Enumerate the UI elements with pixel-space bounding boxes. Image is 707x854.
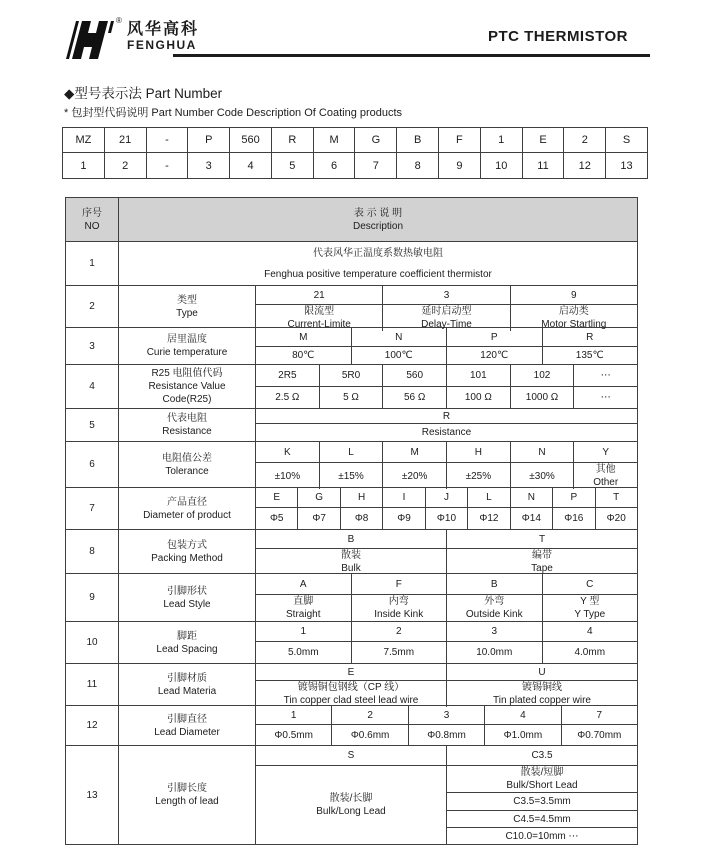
value-cell: 7.5mm [351,642,447,663]
pn-code-cell: 1 [480,128,522,152]
row-no: 1 [89,258,95,269]
code-cell: I [382,488,424,507]
section-note: * 包封型代码说明 Part Number Code Description Of Coating products [64,107,403,119]
code-cell: 4 [542,622,638,641]
code-cell: ⋯ [573,365,637,386]
pn-pos-cell: 9 [438,153,480,178]
row-no: 11 [86,679,98,690]
value-cell: Φ12 [467,508,509,529]
value-cell: ±20% [382,463,446,489]
code-cell: F [351,574,447,594]
table-row [66,285,637,330]
fenghua-logo-icon [64,21,120,59]
code-cell: M [299,331,308,343]
pn-pos-cell: 6 [313,153,355,178]
table-row [66,364,637,408]
value-en: Current-Limite [287,319,351,330]
pn-pos-cell: - [146,153,188,178]
value-cn: 散装/短脚 [520,767,564,778]
value-cn: 启动类 [558,306,589,317]
table-row [66,529,637,573]
pn-code-cell: 560 [229,128,271,152]
row-label [118,664,255,705]
pn-code-cell: MZ [75,134,92,146]
code-subrow [256,442,637,462]
pn-code-cell: - [146,128,188,152]
pn-code-cell: B [396,128,438,152]
value-cn: Y 型 [580,596,600,607]
code-cell: L [467,488,509,507]
value-cell [542,595,638,621]
part-number-table [62,127,648,179]
row1-en: Fenghua positive temperature coefficient thermistor [264,268,492,280]
value-cell: Φ5 [269,513,284,524]
value-cell [256,549,446,575]
value-cell: ±15% [319,463,383,489]
code-cell: 5R0 [319,365,383,386]
row-label-en: Tolerance [165,465,209,477]
code-cell: Y [573,442,637,462]
row-label-cn: R25 电阻值代码 [151,368,223,379]
table-row [66,705,637,745]
value-subrow [256,423,637,441]
row-label-cn: 引脚长度 [167,783,207,794]
row-label [118,286,255,327]
row-label-cn: 代表电阻 [167,413,207,424]
code-cell: H [446,442,510,462]
value-en: Bulk/Long Lead [316,806,386,817]
row-label [118,365,255,408]
value-cn: 外弯 [484,596,505,607]
value-en: Tin copper clad steel lead wire [283,695,419,706]
description-header-en: Description [352,220,404,232]
value-cell [447,765,637,792]
row1-cn: 代表风华正温度系数热敏电阻 [313,247,443,259]
row-label [118,622,255,663]
value-cell: Φ16 [552,508,594,529]
value-subrow [256,304,637,331]
code-subrow [256,530,637,548]
value-subrow [256,548,637,575]
row-label-en: Curie temperature [146,347,228,358]
value-cn: 其他 [595,464,616,475]
code-subrow [256,286,637,304]
value-cell: Φ0.70mm [561,725,637,745]
row-no: 4 [89,381,95,392]
value-cell: 5 Ω [319,387,383,408]
code-cell: 3 [408,706,484,724]
code-cell: 560 [382,365,446,386]
value-subrow [256,594,637,621]
value-cell: Φ0.5mm [274,729,313,741]
pn-code-cell: G [354,128,396,152]
code-cell: 2R5 [278,370,297,381]
row-no: 13 [86,789,98,801]
value-en: Tin plated copper wire [492,695,591,706]
row-no: 3 [89,340,95,352]
value-cn: 内弯 [388,596,409,607]
table-row [66,745,637,844]
value-cell [256,765,446,844]
code-cell: R [542,328,638,346]
row-label [118,746,255,844]
value-cell: 80℃ [292,350,315,361]
pn-pos-cell: 4 [229,153,271,178]
value-cn: 散装 [341,550,361,561]
code-subrow [256,706,637,724]
pn-code-cell: 21 [104,128,146,152]
code-cell: S [347,750,355,761]
code-cell: 101 [446,365,510,386]
row-label [118,409,255,441]
row-label-cn: 类型 [177,294,197,306]
row-no: 12 [86,720,98,731]
brand-block [127,21,199,52]
value-en: Other [593,477,619,488]
value-cn: 镀锡铜线 [522,682,562,693]
code-cell: N [510,488,552,507]
pn-pos-cell: 13 [605,153,647,178]
code-cell: C3.5 [531,750,553,761]
value-en: Straight [286,609,321,620]
row-label [118,328,255,364]
code-cell: B [347,533,355,545]
value-cell [256,595,351,621]
row-no: 2 [89,301,95,312]
code-cell: 2 [331,706,407,724]
no-header-cn: 序号 [82,207,102,219]
section-title: ◆型号表示法 Part Number [64,86,223,101]
value-cell: ⋯ [573,387,637,408]
table-row [66,663,637,705]
value-cell: 100 Ω [446,387,510,408]
code-cell: P [446,328,542,346]
row-no: 7 [89,503,95,514]
value-cell: Φ8 [340,508,382,529]
table-row [66,327,637,364]
table-row [66,621,637,663]
value-en: Y Type [574,609,606,620]
value-subrow [256,724,637,745]
code-subrow [256,365,637,386]
value-en: Bulk/Short Lead [506,780,578,791]
row-label-en: Type [176,307,198,319]
pn-code-cell: P [187,128,229,152]
row-label-cn: 居里温度 [167,334,207,345]
code-cell: 3 [382,286,509,304]
table-row [66,241,637,285]
value-en: Motor Startling [541,319,607,330]
row-label-en: Lead Diameter [154,726,220,738]
value-subrow [256,641,637,663]
row-no: 9 [89,592,95,603]
row-label-cn: 电阻值公差 [162,452,212,464]
row-label-en: Lead Spacing [156,643,218,655]
value-cell [256,681,446,707]
row-label-cn: 包装方式 [167,539,207,551]
code-cell: R [442,410,451,422]
value-cn: 散装/长脚 [329,793,373,804]
table-row [66,573,637,621]
table-row [66,441,637,487]
row-label-cn: 产品直径 [167,496,207,508]
value-cn: 直脚 [293,596,314,607]
value-cell [573,463,637,489]
pn-pos-cell: 5 [271,153,313,178]
value-subrow [256,680,637,707]
value-cell: C3.5=3.5mm [447,792,637,810]
pn-pos-cell: 3 [187,153,229,178]
value-subrow [256,507,637,529]
description-table [65,197,638,845]
code-subrow [256,622,637,641]
value-cn: 编带 [532,550,552,561]
code-cell: 4 [484,706,560,724]
code-cell: 9 [510,286,637,304]
code-cell: 21 [313,289,325,301]
row-label [118,488,255,529]
code-subrow [256,328,637,346]
row-label-cn: 引脚材质 [167,672,207,684]
pn-pos-cell: 10 [480,153,522,178]
row-no: 10 [86,637,98,648]
row-label-en: Length of lead [155,796,219,807]
row-label-en: Lead Materia [157,685,217,697]
value-cell: 135℃ [542,347,638,364]
code-cell: E [273,492,281,503]
code-cell: M [382,442,446,462]
value-en: Inside Kink [374,609,424,620]
no-header-en: NO [84,220,100,232]
row-label-cn: 引脚形状 [167,585,207,597]
brand-name-en: FENGHUA [127,37,197,52]
value-cell: 100℃ [351,347,447,364]
row-label-cn: 引脚直径 [167,713,207,725]
value-cell: Φ0.8mm [408,725,484,745]
code-cell: T [446,530,637,548]
table-row [66,408,637,441]
part-number-codes-row [63,128,647,152]
value-cell: C4.5=4.5mm [447,810,637,827]
code-subrow [256,664,637,680]
part-number-positions-row [63,152,647,178]
pn-code-cell: E [522,128,564,152]
brand-name-cn: 风华高科 [127,21,200,38]
pn-code-cell: S [605,128,647,152]
code-cell: 1 [300,626,307,637]
value-cell [446,595,542,621]
pn-code-cell: M [313,128,355,152]
pn-pos-cell: 12 [563,153,605,178]
value-cell: ±30% [510,463,574,489]
pn-pos-cell: 2 [104,153,146,178]
row-label-en: Code(R25) [162,394,212,405]
row-label-en: Lead Style [163,598,211,610]
value-subrow [256,462,637,489]
code-cell: E [347,666,355,678]
value-cell: 2.5 Ω [275,392,300,403]
value-cell: Φ7 [297,508,339,529]
value-cn: 延时启动型 [421,306,472,317]
value-cell [446,681,637,707]
code-cell: J [425,488,467,507]
pn-pos-cell: 1 [80,159,87,172]
description-header-cn: 表 示 说 明 [353,207,403,219]
value-cell [446,549,637,575]
code-cell: 1 [290,709,297,721]
code-cell: H [340,488,382,507]
pn-code-cell: 2 [563,128,605,152]
value-cell: 10.0mm [446,642,542,663]
code-cell: B [446,574,542,594]
value-cell: 4.0mm [542,642,638,663]
row-no: 5 [89,419,95,431]
code-cell: N [510,442,574,462]
row1-description-cell [118,242,637,285]
value-subrow [256,346,637,364]
code-cell: K [284,446,291,458]
code-cell: N [351,328,447,346]
row-label-en: Resistance Value [148,381,226,392]
row-label-cn: 脚距 [177,630,197,642]
value-cell: Φ14 [510,508,552,529]
row-no: 8 [89,546,95,557]
pn-pos-cell: 7 [354,153,396,178]
value-cell: Φ1.0mm [484,725,560,745]
code-cell: A [299,578,307,590]
row-label-en: Packing Method [151,552,223,564]
value-cn: 限流型 [304,306,335,317]
value-cell: 56 Ω [382,387,446,408]
code-cell: 2 [351,622,447,641]
row-label [118,530,255,573]
code-cell: 102 [510,365,574,386]
value-cell: ±25% [446,463,510,489]
code-subrow [256,409,637,423]
row-no: 6 [89,459,95,470]
pn-code-cell: F [438,128,480,152]
code-cell: U [446,664,637,680]
row-label [118,574,255,621]
code-cell: G [297,488,339,507]
code-cell: T [595,488,637,507]
table-header-row [66,198,637,241]
value-cell: Resistance [421,427,472,438]
value-cell: Φ20 [595,508,637,529]
value-cell: 1000 Ω [510,387,574,408]
code-cell: L [319,442,383,462]
row-label-en: Resistance [162,426,212,437]
description-header-cell [118,198,637,241]
pn-code-cell: R [271,128,313,152]
code-subrow [256,488,637,507]
code-cell: 7 [561,706,637,724]
value-cell: 5.0mm [287,647,319,658]
code-cell: 3 [446,622,542,641]
value-en: Tape [531,563,553,574]
value-en: Delay-Time [421,319,472,330]
row-label [118,706,255,745]
lead-length-right-column [446,746,637,844]
value-cell: Φ9 [382,508,424,529]
table-row [66,487,637,529]
value-subrow [256,386,637,408]
value-cell: ±10% [274,470,301,482]
value-cell: Φ10 [425,508,467,529]
pn-pos-cell: 11 [522,153,564,178]
no-header-cell [66,198,118,241]
value-cell [351,595,447,621]
value-cell: 120℃ [446,347,542,364]
value-cn: 镀锡铜包钢线（CP 线） [297,682,405,693]
lead-length-left-column [256,746,446,844]
pn-pos-cell: 8 [396,153,438,178]
row-label [118,442,255,487]
value-cell: C10.0=10mm ⋯ [447,827,637,844]
page-title: PTC THERMISTOR [487,28,628,45]
row-label-en: Diameter of product [143,509,231,521]
value-cell: Φ0.6mm [331,725,407,745]
value-en: Outside Kink [465,609,523,620]
header-divider [173,54,650,57]
registered-mark: ® [116,16,122,25]
code-subrow [256,574,637,594]
code-cell: C [542,574,638,594]
code-cell: P [552,488,594,507]
value-en: Bulk [341,563,361,574]
